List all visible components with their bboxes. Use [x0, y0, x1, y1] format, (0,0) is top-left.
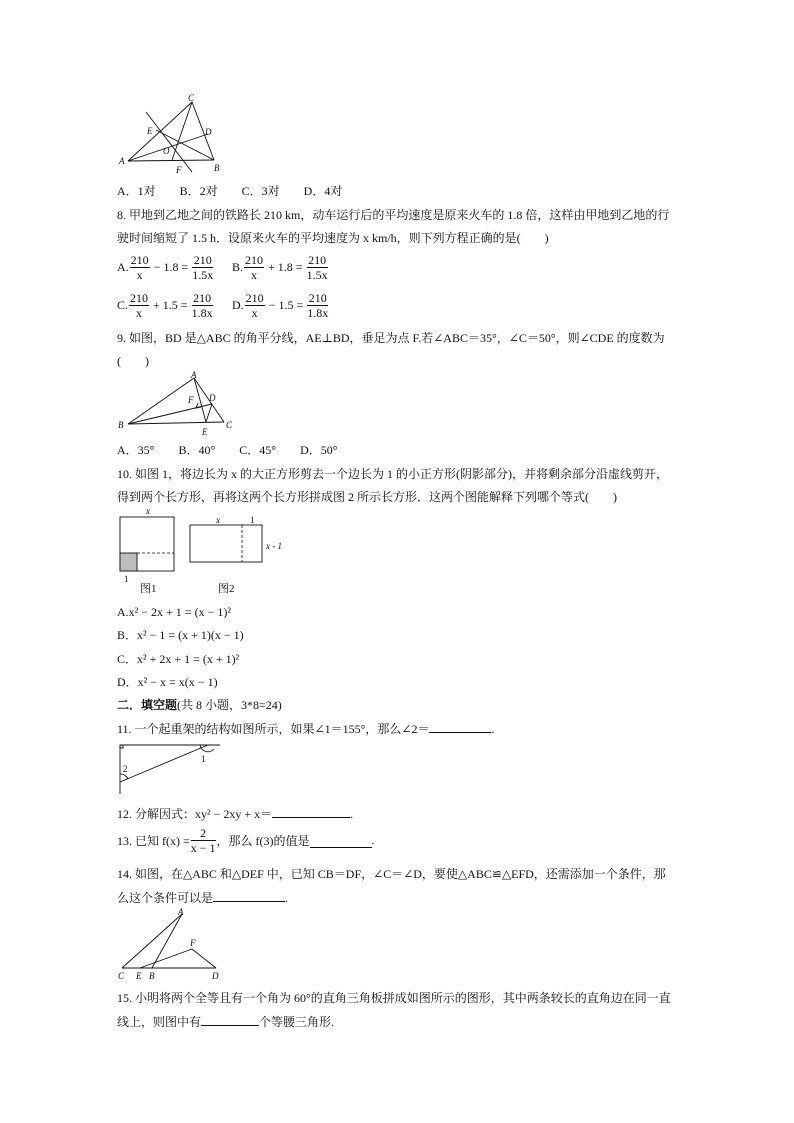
q8-option-a: A. $\frac{210}{x}$ − 1.8 = $\frac{210}{1.5x}$: [117, 253, 214, 282]
q7-label-b: B: [214, 163, 220, 173]
q9-label-f: F: [188, 395, 194, 405]
section2-heading: 二．填空题(共 8 小题，3*8=24): [117, 698, 282, 712]
q10-fig2-xm1-label: x - 1: [266, 541, 282, 551]
q14-stem-line2: 么这个条件可以是 .: [117, 891, 289, 905]
q14-figure: [116, 906, 228, 982]
q14-label-e: E: [136, 971, 142, 981]
q15-stem-line2: 线上，则图中有 个等腰三角形.: [117, 1015, 335, 1029]
q7-label-c: C: [188, 93, 195, 103]
q8-option-d: D. $\frac{210}{x}$ − 1.5 = $\frac{210}{1.8x}$: [232, 291, 329, 320]
q10-stem-line1: 10. 如图 1，将边长为 x 的大正方形剪去一个边长为 1 的小正方形(阴影部分)，并将剩余部分沿虚线剪开，: [117, 467, 668, 481]
q14-label-d: D: [212, 971, 219, 981]
q10-figure-2: [186, 506, 296, 600]
q13-stem: 13. 已知 f(x) = $\frac{2}{x - 1}$ ，那么 f(3)的值是 .: [117, 826, 375, 855]
q11-figure: [116, 740, 224, 796]
q15-stem-line1: 15. 小明将两个全等且有一个角为 60°的直角三角板拼成如图所示的图形，其中两条较长的直角边在同一直: [117, 991, 671, 1005]
q14-stem-line1: 14. 如图，在△ABC 和△DEF 中，已知 CB＝DF，∠C＝∠D，要使△ABC≌△EFD，还需添加一个条件，那: [117, 867, 666, 881]
q14-label-a: A: [178, 907, 184, 917]
q14-label-f: F: [190, 938, 196, 948]
q7-figure: [116, 92, 228, 176]
q9-options: A．35° B．40° C．45° D．50°: [117, 443, 338, 457]
q9-figure: [116, 370, 240, 438]
q10-fig2-caption: 图2: [218, 583, 235, 595]
q9-label-d: D: [209, 393, 216, 403]
q12-stem: 12. 分解因式：xy² − 2xy + x＝ .: [117, 807, 354, 821]
q7-label-d: D: [205, 127, 212, 137]
q10-option-b: B．x² − 1 = (x + 1)(x − 1): [117, 628, 244, 642]
q10-option-a: A.x² − 2x + 1 = (x − 1)²: [117, 605, 231, 619]
q9-label-a: A: [191, 370, 197, 380]
q10-fig1-x-label: x: [146, 506, 150, 516]
q14-label-c: C: [118, 971, 125, 981]
q8-option-b: B. $\frac{210}{x}$ + 1.8 = $\frac{210}{1.5x}$: [232, 253, 328, 282]
q8-stem-line2: 驶时间缩短了 1.5 h．设原来火车的平均速度为 x km/h，则下列方程正确的是( ): [117, 231, 549, 245]
q9-label-e: E: [202, 427, 208, 437]
q7-label-a: A: [119, 156, 125, 166]
q11-stem: 11. 一个起重架的结构如图所示，如果∠1＝155°，那么∠2＝ .: [117, 722, 495, 736]
q7-label-f: F: [176, 165, 182, 175]
q10-fig1-one-label: 1: [124, 574, 129, 584]
q9-stem-line1: 9. 如图，BD 是△ABC 的角平分线，AE⊥BD，垂足为点 F.若∠ABC＝35°，∠C＝50°，则∠CDE 的度数为: [117, 331, 665, 345]
q10-fig2-x-label: x: [216, 515, 220, 525]
q10-option-c: C．x² + 2x + 1 = (x + 1)²: [117, 652, 240, 666]
q9-label-c: C: [226, 420, 233, 430]
q10-fig2-one-label: 1: [250, 515, 255, 525]
q10-figure-1: [116, 506, 184, 600]
q8-stem-line1: 8. 甲地到乙地之间的铁路长 210 km，动车运行后的平均速度是原来火车的 1.8 倍，这样由甲地到乙地的行: [117, 208, 670, 222]
q11-label-2: 2: [123, 764, 128, 774]
q8-option-c: C. $\frac{210}{x}$ + 1.5 = $\frac{210}{1.8x}$: [117, 291, 213, 320]
q10-stem-line2: 得到两个长方形，再将这两个长方形拼成图 2 所示长方形．这两个图能解释下列哪个等式( ): [117, 490, 617, 504]
q7-label-e: E: [147, 126, 153, 136]
q7-label-o: O: [163, 146, 170, 156]
q9-label-b: B: [118, 420, 124, 430]
q14-label-b: B: [149, 971, 155, 981]
q9-stem-line2: ( ): [117, 354, 149, 368]
q11-label-1: 1: [201, 754, 206, 764]
q10-fig1-caption: 图1: [140, 583, 157, 595]
q7-options: A．1对 B．2对 C．3对 D．4对: [117, 184, 343, 198]
q10-option-d: D．x² − x = x(x − 1): [117, 675, 218, 689]
